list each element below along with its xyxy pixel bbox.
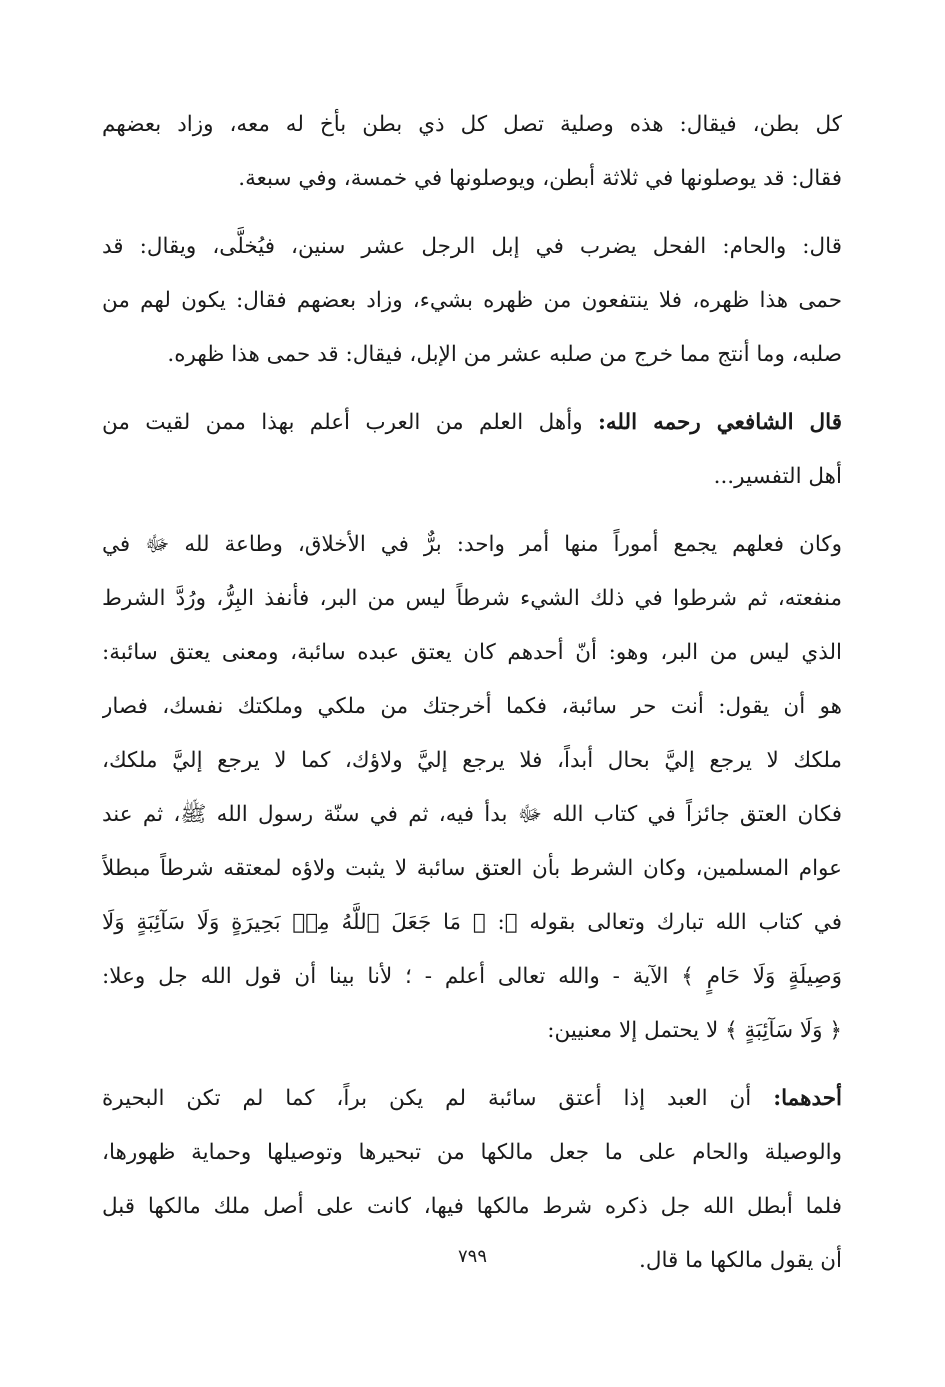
text-run: وأهل العلم من العرب أعلم بهذا ممن لقيت من — [102, 410, 598, 435]
text-line: ملكك لا يرجع إليَّ بحال أبداً، فلا يرجع إليَّ ولاؤك، كما لا يرجع إليَّ ملكك، — [102, 748, 842, 773]
page-body — [102, 98, 842, 1292]
text-line: منفعته، ثم شرطوا في ذلك الشيء شرطاً ليس من البر، فأنفذ البِرُّ، ورُدَّ الشرط — [102, 586, 842, 611]
bold-lead: أحدهما: — [773, 1086, 842, 1111]
text-line: عوام المسلمين، وكان الشرط بأن العتق سائبة لا يثبت ولاؤه لمعتقه شرطاً مبطلاً — [102, 856, 842, 881]
text-line: وَصِيلَةٍ وَلَا حَامٍ ﴾ الآية - والله تعالى أعلم - ؛ لأنا بينا أن قول الله جل وعلا: — [102, 964, 842, 989]
text-line: فلما أبطل الله جل ذكره شرط مالكها فيها، كانت على أصل ملك مالكها قبل — [102, 1194, 842, 1219]
text-line: أهل التفسير... — [713, 464, 842, 489]
text-line: وكان فعلهم يجمع أموراً منها أمر واحد: برٌّ في الأخلاق، وطاعة لله ﷻ في — [102, 532, 842, 557]
text-line: حمى هذا ظهره، فلا ينتفعون من ظهره بشيء، وزاد بعضهم فقال: يكون لهم من — [102, 288, 842, 313]
text-line: فكان العتق جائزاً في كتاب الله ﷻ بدأ فيه، ثم في سنّة رسول الله ﷺ، ثم عند — [102, 802, 842, 827]
text-line: والوصيلة والحام على ما جعل مالكها من تبحيرها وتوصيلها وحماية ظهورها، — [102, 1140, 842, 1165]
paragraph-wasila — [102, 98, 842, 206]
paragraph-shafii — [102, 396, 842, 504]
text-line: في كتاب الله تبارك وتعالى بقوله ﷻ: ﴿ مَا جَعَلَ ٱللَّهُ مِنۢ بَحِيرَةٍ وَلَا سَآئِبَةٍ وَلَا — [102, 910, 842, 935]
paragraph-ham — [102, 220, 842, 382]
text-line: ﴿ وَلَا سَآئِبَةٍ ﴾ لا يحتمل إلا معنيين: — [547, 1018, 842, 1043]
text-line — [102, 1072, 842, 1126]
text-run: أن العبد إذا أعتق سائبة لم يكن براً، كما لم تكن البحيرة — [102, 1086, 774, 1111]
paragraph-main — [102, 518, 842, 1058]
text-line: فقال: قد يوصلونها في ثلاثة أبطن، ويوصلونها في خمسة، وفي سبعة. — [238, 166, 842, 191]
text-line — [102, 396, 842, 450]
text-line: قال: والحام: الفحل يضرب في إبل الرجل عشر سنين، فيُخلَّى، ويقال: قد — [102, 234, 842, 259]
bold-lead: قال الشافعي رحمه الله: — [597, 410, 842, 435]
text-line: كل بطن، فيقال: هذه وصلية تصل كل ذي بطن بأخ له معه، وزاد بعضهم — [102, 112, 842, 137]
text-line: الذي ليس من البر، وهو: أنّ أحدهم كان يعتق عبده سائبة، ومعنى يعتق سائبة: — [102, 640, 842, 665]
text-line: صلبه، وما أنتج مما خرج من صلبه عشر من الإبل، فيقال: قد حمى هذا ظهره. — [167, 342, 842, 367]
text-line: أن يقول مالكها ما قال. — [639, 1248, 842, 1273]
page-number: ٧٩٩ — [457, 1246, 487, 1267]
text-line: هو أن يقول: أنت حر سائبة، فكما أخرجتك من ملكي وملكتك نفسك، فصار — [102, 694, 842, 719]
